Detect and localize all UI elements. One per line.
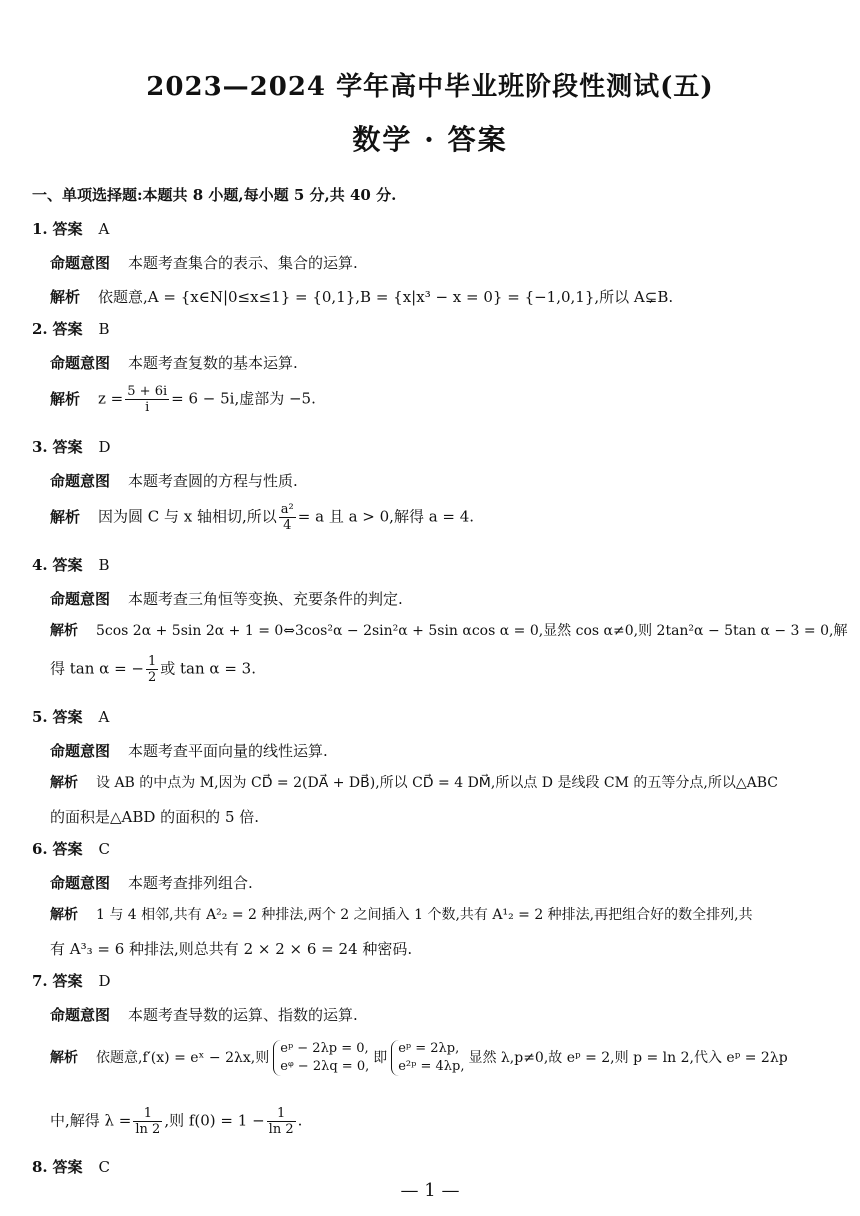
question-4-intent: 命题意图 本题考查三角恒等变换、充要条件的判定.	[50, 590, 403, 608]
question-8-answer: 8. 答案 C	[32, 1158, 110, 1176]
fraction: $\frac{1}{\ln 2}$	[135, 1106, 161, 1137]
question-3-answer: 3. 答案 D	[32, 438, 111, 456]
question-7-analysis: 解析 依题意,f′(x) = eˣ − 2λx,则 eᵖ − 2λp = 0, eᵠ − 2λq = 0, 即 eᵖ = 2λp, e²ᵖ = 4λp, 显然 λ,p≠0,故 eᵖ = 2,则 p = ln 2,代入 eᵖ = 2λp	[50, 1041, 788, 1074]
question-6-answer: 6. 答案 C	[32, 840, 110, 858]
question-7-intent: 命题意图 本题考查导数的运算、指数的运算.	[50, 1006, 358, 1024]
question-2-intent: 命题意图 本题考查复数的基本运算.	[50, 354, 298, 372]
question-4-answer: 4. 答案 B	[32, 556, 110, 574]
page-title: 2023—2024 学年高中毕业班阶段性测试(五)	[146, 72, 714, 102]
equation-system: eᵖ = 2λp, e²ᵖ = 4λp,	[391, 1040, 464, 1076]
question-4-analysis-cont: 得 tan α = − $\frac{1}{2}$ 或 tan α = 3.	[50, 654, 256, 685]
fraction: $\frac{5 + 6i}{i}$	[127, 384, 168, 415]
fraction: $\frac{1}{2}$	[147, 654, 157, 685]
question-1-answer: 1. 答案 A	[32, 220, 110, 238]
question-7-analysis-cont: 中,解得 λ = $\frac{1}{\ln 2}$ ,则 f(0) = 1 − $\frac{1}{\ln 2}$ .	[50, 1106, 303, 1137]
question-2-analysis: 解析 z = $\frac{5 + 6i}{i}$ = 6 − 5i,虚部为 −5.	[50, 384, 316, 415]
question-2-answer: 2. 答案 B	[32, 320, 110, 338]
section-heading: 一、单项选择题:本题共 8 小题,每小题 5 分,共 40 分.	[32, 186, 397, 204]
question-3-intent: 命题意图 本题考查圆的方程与性质.	[50, 472, 298, 490]
equation-system: eᵖ − 2λp = 0, eᵠ − 2λq = 0,	[273, 1040, 369, 1076]
question-5-analysis: 解析 设 AB 的中点为 M,因为 CD⃗ = 2(DA⃗ + DB⃗),所以 CD⃗ = 4 DM⃗,所以点 D 是线段 CM 的五等分点,所以△ABC	[50, 775, 778, 791]
question-6-analysis: 解析 1 与 4 相邻,共有 A²₂ = 2 种排法,两个 2 之间插入 1 个数,共有 A¹₂ = 2 种排法,再把组合好的数全排列,共	[50, 907, 753, 923]
question-1-intent: 命题意图 本题考查集合的表示、集合的运算.	[50, 254, 358, 272]
fraction: $\frac{\text{a²}}{4}$	[280, 502, 294, 533]
question-6-analysis-cont: 有 A³₃ = 6 种排法,则总共有 2 × 2 × 6 = 24 种密码.	[50, 940, 413, 958]
question-5-answer: 5. 答案 A	[32, 708, 110, 726]
question-4-analysis: 解析 5cos 2α + 5sin 2α + 1 = 0⇔3cos²α − 2sin²α + 5sin αcos α = 0,显然 cos α≠0,则 2tan²α − 5tan α − 3 = 0,解	[50, 623, 848, 639]
question-6-intent: 命题意图 本题考查排列组合.	[50, 874, 253, 892]
page-subtitle: 数学 · 答案	[352, 123, 508, 156]
question-3-analysis: 解析 因为圆 C 与 x 轴相切,所以 $\frac{\text{a²}}{4}$ = a 且 a > 0,解得 a = 4.	[50, 502, 475, 533]
question-7-answer: 7. 答案 D	[32, 972, 111, 990]
question-5-intent: 命题意图 本题考查平面向量的线性运算.	[50, 742, 328, 760]
question-5-analysis-cont: 的面积是△ABD 的面积的 5 倍.	[50, 808, 260, 826]
fraction: $\frac{1}{\ln 2}$	[268, 1106, 294, 1137]
question-1-analysis: 解析 依题意,A = {x∈N|0≤x≤1} = {0,1},B = {x|x³ − x = 0} = {−1,0,1},所以 A⊊B.	[50, 288, 674, 306]
page-number: — 1 —	[400, 1180, 460, 1201]
